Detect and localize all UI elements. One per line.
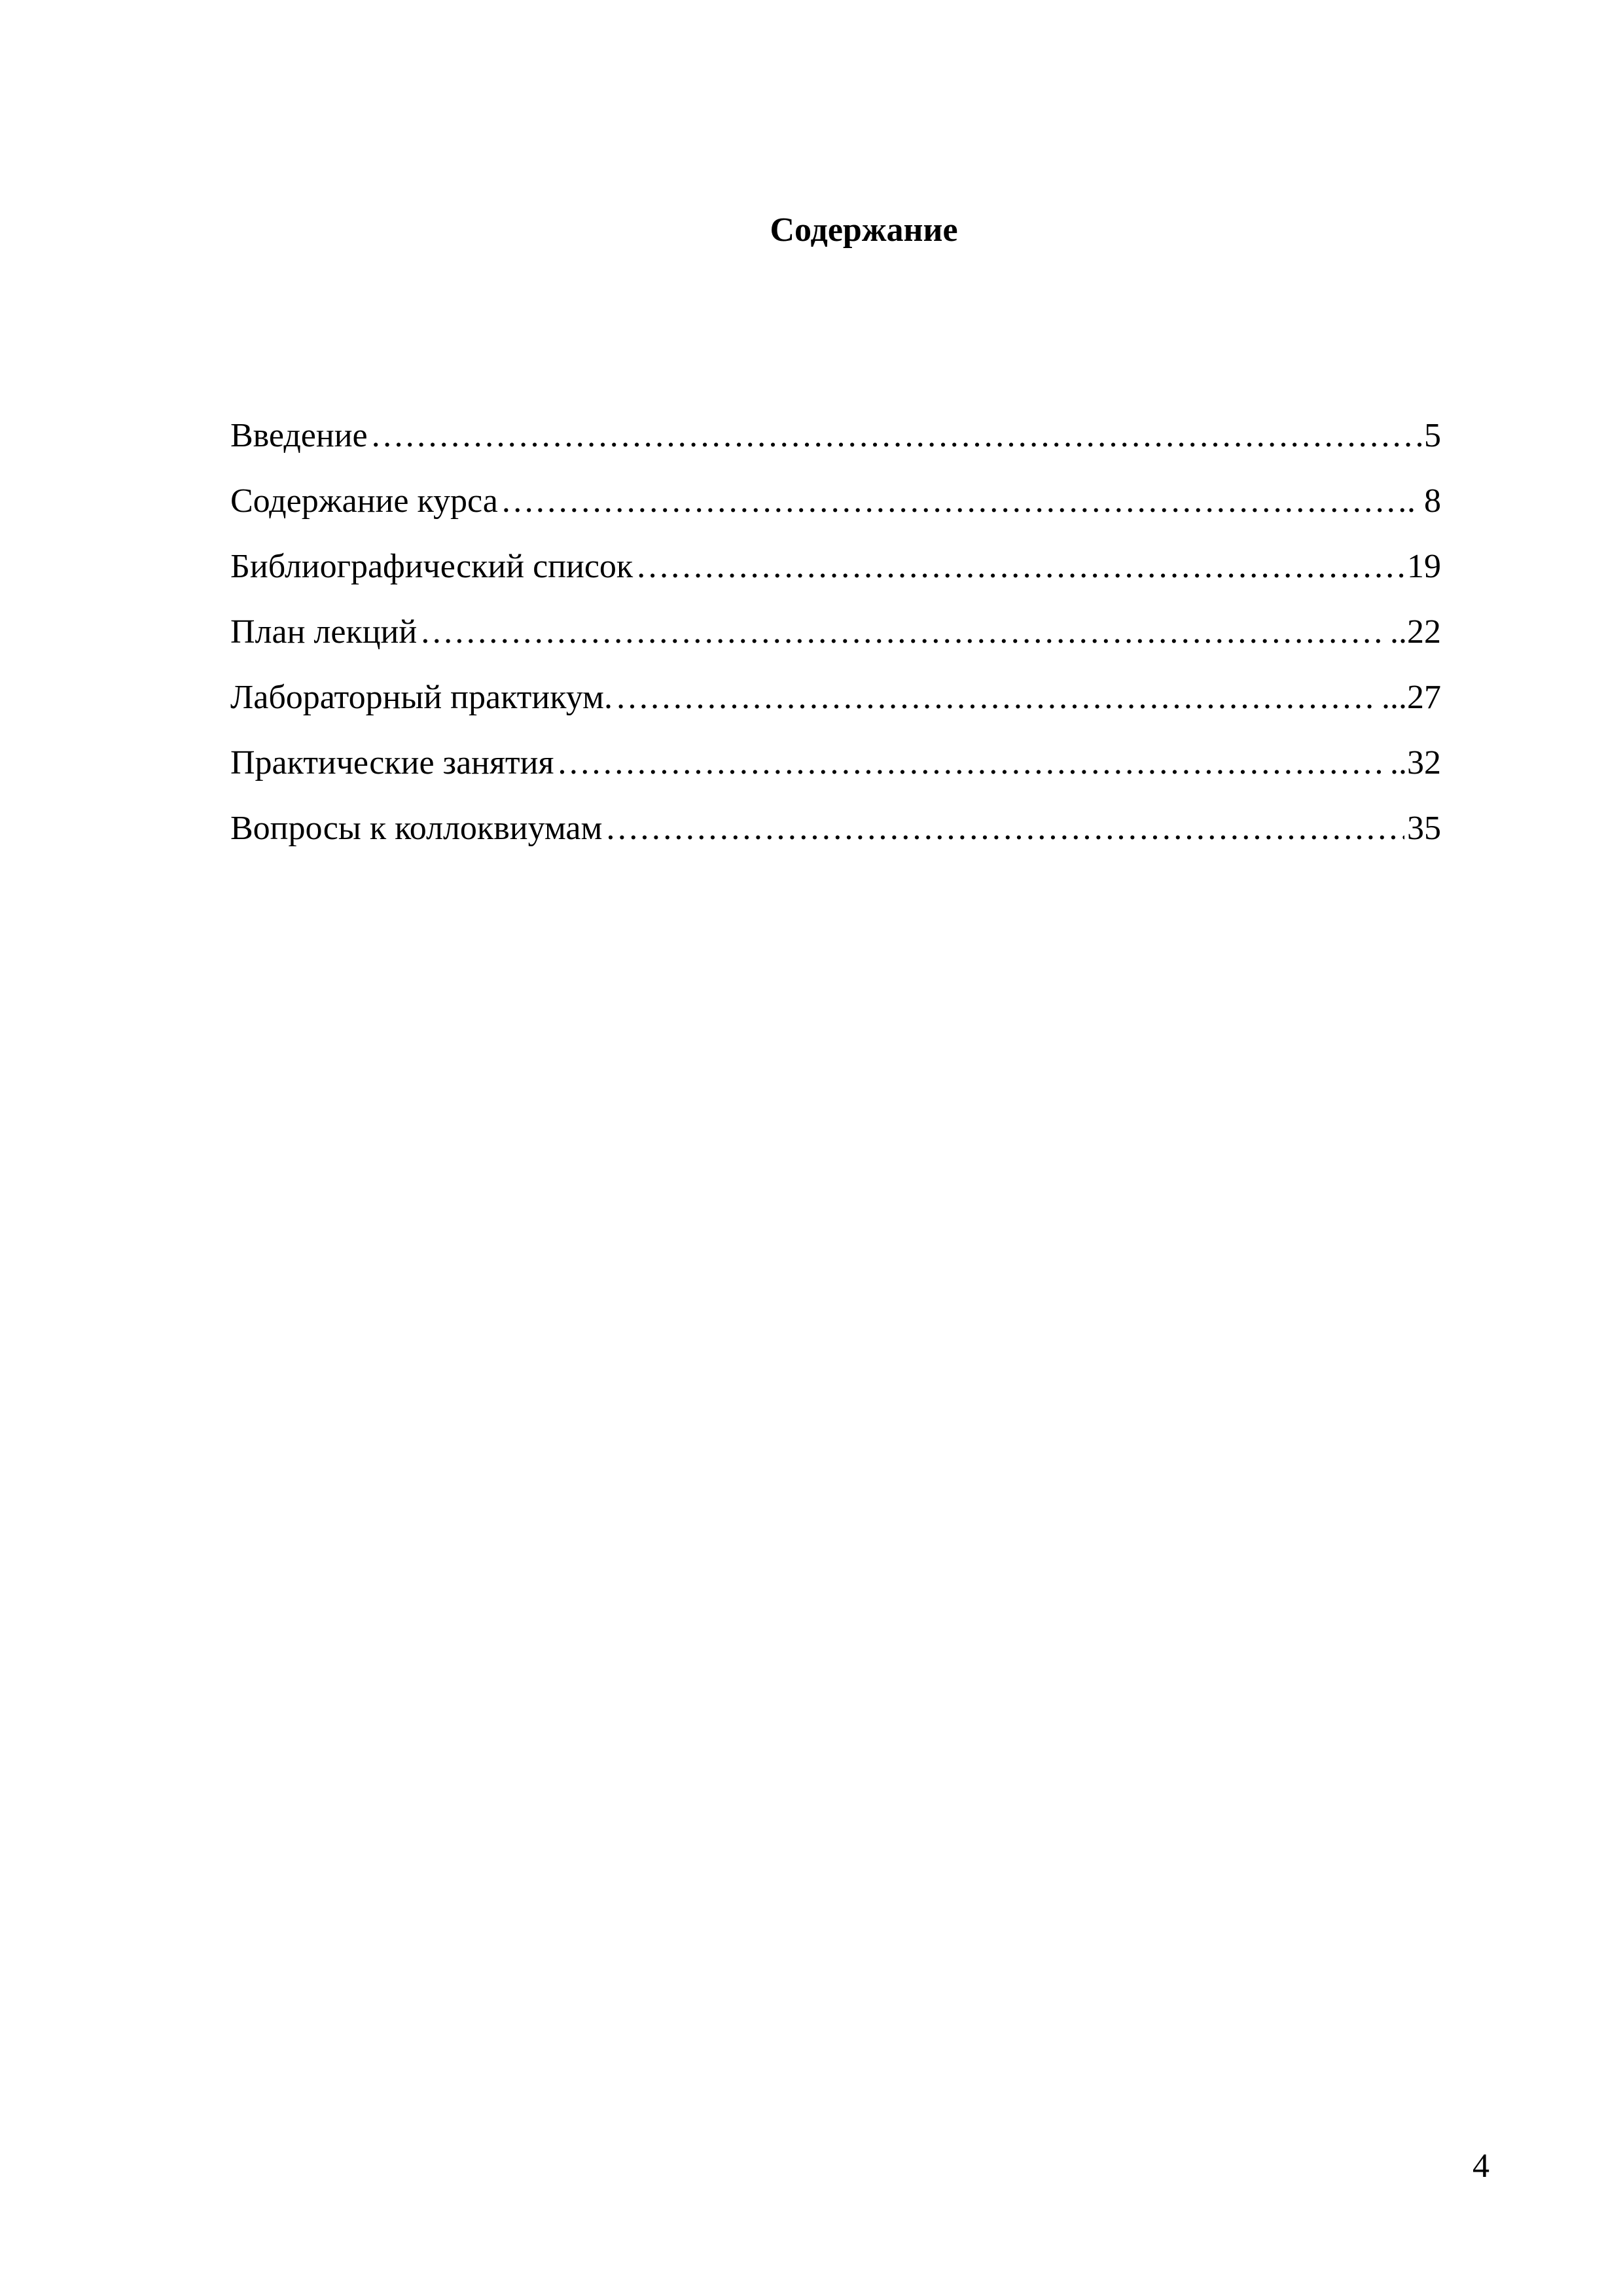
toc-entry-page: ..32 [1390, 744, 1441, 781]
table-of-contents [230, 416, 1441, 874]
toc-entry-colloquium-questions[interactable] [230, 809, 1441, 874]
toc-dot-leader [370, 416, 1421, 456]
toc-entry-bibliography[interactable] [230, 547, 1441, 613]
toc-entry-practical-classes[interactable] [230, 744, 1441, 809]
toc-dot-leader [605, 809, 1404, 848]
toc-entry-page: 19 [1407, 548, 1441, 585]
toc-dot-leader [501, 482, 1404, 521]
toc-entry-page: 35 [1407, 810, 1441, 847]
toc-entry-introduction[interactable] [230, 416, 1441, 482]
page-number: 4 [1472, 2147, 1489, 2185]
toc-entry-label: Содержание курса [230, 482, 498, 520]
toc-entry-label: Библиографический список [230, 548, 633, 585]
toc-entry-label: Введение [230, 417, 368, 454]
toc-entry-label: Вопросы к коллоквиумам [230, 810, 603, 847]
toc-dot-leader [615, 678, 1379, 717]
toc-entry-label: Лабораторный практикум. [230, 679, 613, 716]
toc-entry-page: . 8 [1407, 482, 1441, 520]
page-title: Содержание [770, 211, 958, 249]
toc-entry-page: ...27 [1382, 679, 1441, 716]
toc-entry-label: Практические занятия [230, 744, 554, 781]
toc-dot-leader [635, 547, 1404, 586]
toc-entry-label: План лекций [230, 613, 418, 651]
toc-dot-leader [556, 744, 1387, 783]
toc-entry-course-content[interactable] [230, 482, 1441, 547]
toc-entry-lecture-plan[interactable] [230, 613, 1441, 678]
toc-entry-lab-practicum[interactable] [230, 678, 1441, 744]
toc-dot-leader [419, 613, 1387, 652]
toc-entry-page: ..22 [1390, 613, 1441, 651]
toc-entry-page: 5 [1424, 417, 1441, 454]
